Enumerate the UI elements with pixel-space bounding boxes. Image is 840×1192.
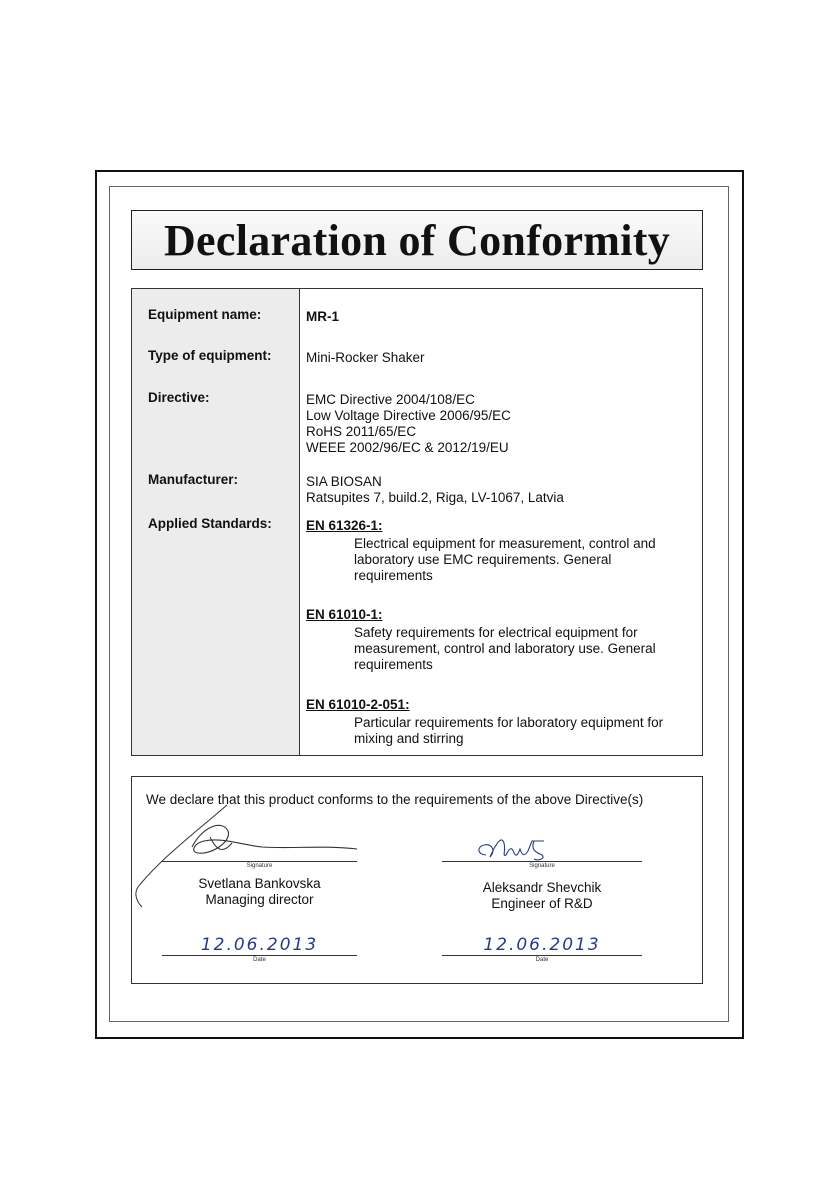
manufacturer-line: SIA BIOSAN <box>306 474 382 489</box>
directive-line: Low Voltage Directive 2006/95/EC <box>306 408 511 423</box>
signature-line-left <box>162 861 357 862</box>
date-line-left <box>162 955 357 956</box>
equipment-info-table <box>131 288 703 756</box>
standard-description-line: requirements <box>354 657 433 672</box>
standard-description-line: Safety requirements for electrical equipment for <box>354 625 638 640</box>
date-line-right <box>442 955 642 956</box>
directive-line: WEEE 2002/96/EC & 2012/19/EU <box>306 440 509 455</box>
standard-description-line: Particular requirements for laboratory equipment for <box>354 715 664 730</box>
signer-role-left: Managing director <box>205 892 314 907</box>
title-banner <box>131 210 703 270</box>
signer-role-right: Engineer of R&D <box>491 896 593 911</box>
signer-name-right: Aleksandr Shevchik <box>482 880 602 895</box>
signature-caption-right: Signature <box>529 863 555 869</box>
signature-line-right <box>442 861 642 862</box>
declaration-box <box>131 776 703 984</box>
standard-description <box>354 625 684 673</box>
standard-description-line: requirements <box>354 568 433 583</box>
standard-code: EN 61010-2-051: <box>306 697 410 712</box>
directive-label: Directive: <box>148 390 210 405</box>
standard-description-line: Electrical equipment for measurement, control and <box>354 536 656 551</box>
date-left: 12.06.2013 <box>200 935 319 955</box>
standard-description <box>354 715 684 747</box>
type-value: Mini-Rocker Shaker <box>306 350 425 365</box>
signer-right <box>442 880 642 912</box>
directive-line: RoHS 2011/65/EC <box>306 424 417 439</box>
standard-code: EN 61010-1: <box>306 607 383 622</box>
date-caption-right: Date <box>535 957 549 963</box>
page-title: Declaration of Conformity <box>163 215 671 265</box>
equipment-name-label: Equipment name: <box>148 307 262 322</box>
standard-code: EN 61326-1: <box>306 518 383 533</box>
standard-description-line: mixing and stirring <box>354 731 464 746</box>
standard-description <box>354 536 684 584</box>
signer-left <box>162 876 357 908</box>
type-label: Type of equipment: <box>148 348 272 363</box>
signature-caption-left: Signature <box>246 863 273 869</box>
date-right: 12.06.2013 <box>483 935 601 955</box>
date-caption-left: Date <box>253 957 266 963</box>
directive-line: EMC Directive 2004/108/EC <box>306 392 475 407</box>
standard-description-line: measurement, control and laboratory use. General <box>354 641 656 656</box>
equipment-name-value: MR-1 <box>306 309 339 324</box>
manufacturer-line: Ratsupites 7, build.2, Riga, LV-1067, Latvia <box>306 490 564 505</box>
signer-name-left: Svetlana Bankovska <box>198 876 321 891</box>
declaration-statement: We declare that this product conforms to the requirements of the above Directive(s) <box>146 792 644 807</box>
standards-label: Applied Standards: <box>148 516 272 531</box>
manufacturer-label: Manufacturer: <box>148 472 239 487</box>
standard-description-line: laboratory use EMC requirements. General <box>354 552 612 567</box>
